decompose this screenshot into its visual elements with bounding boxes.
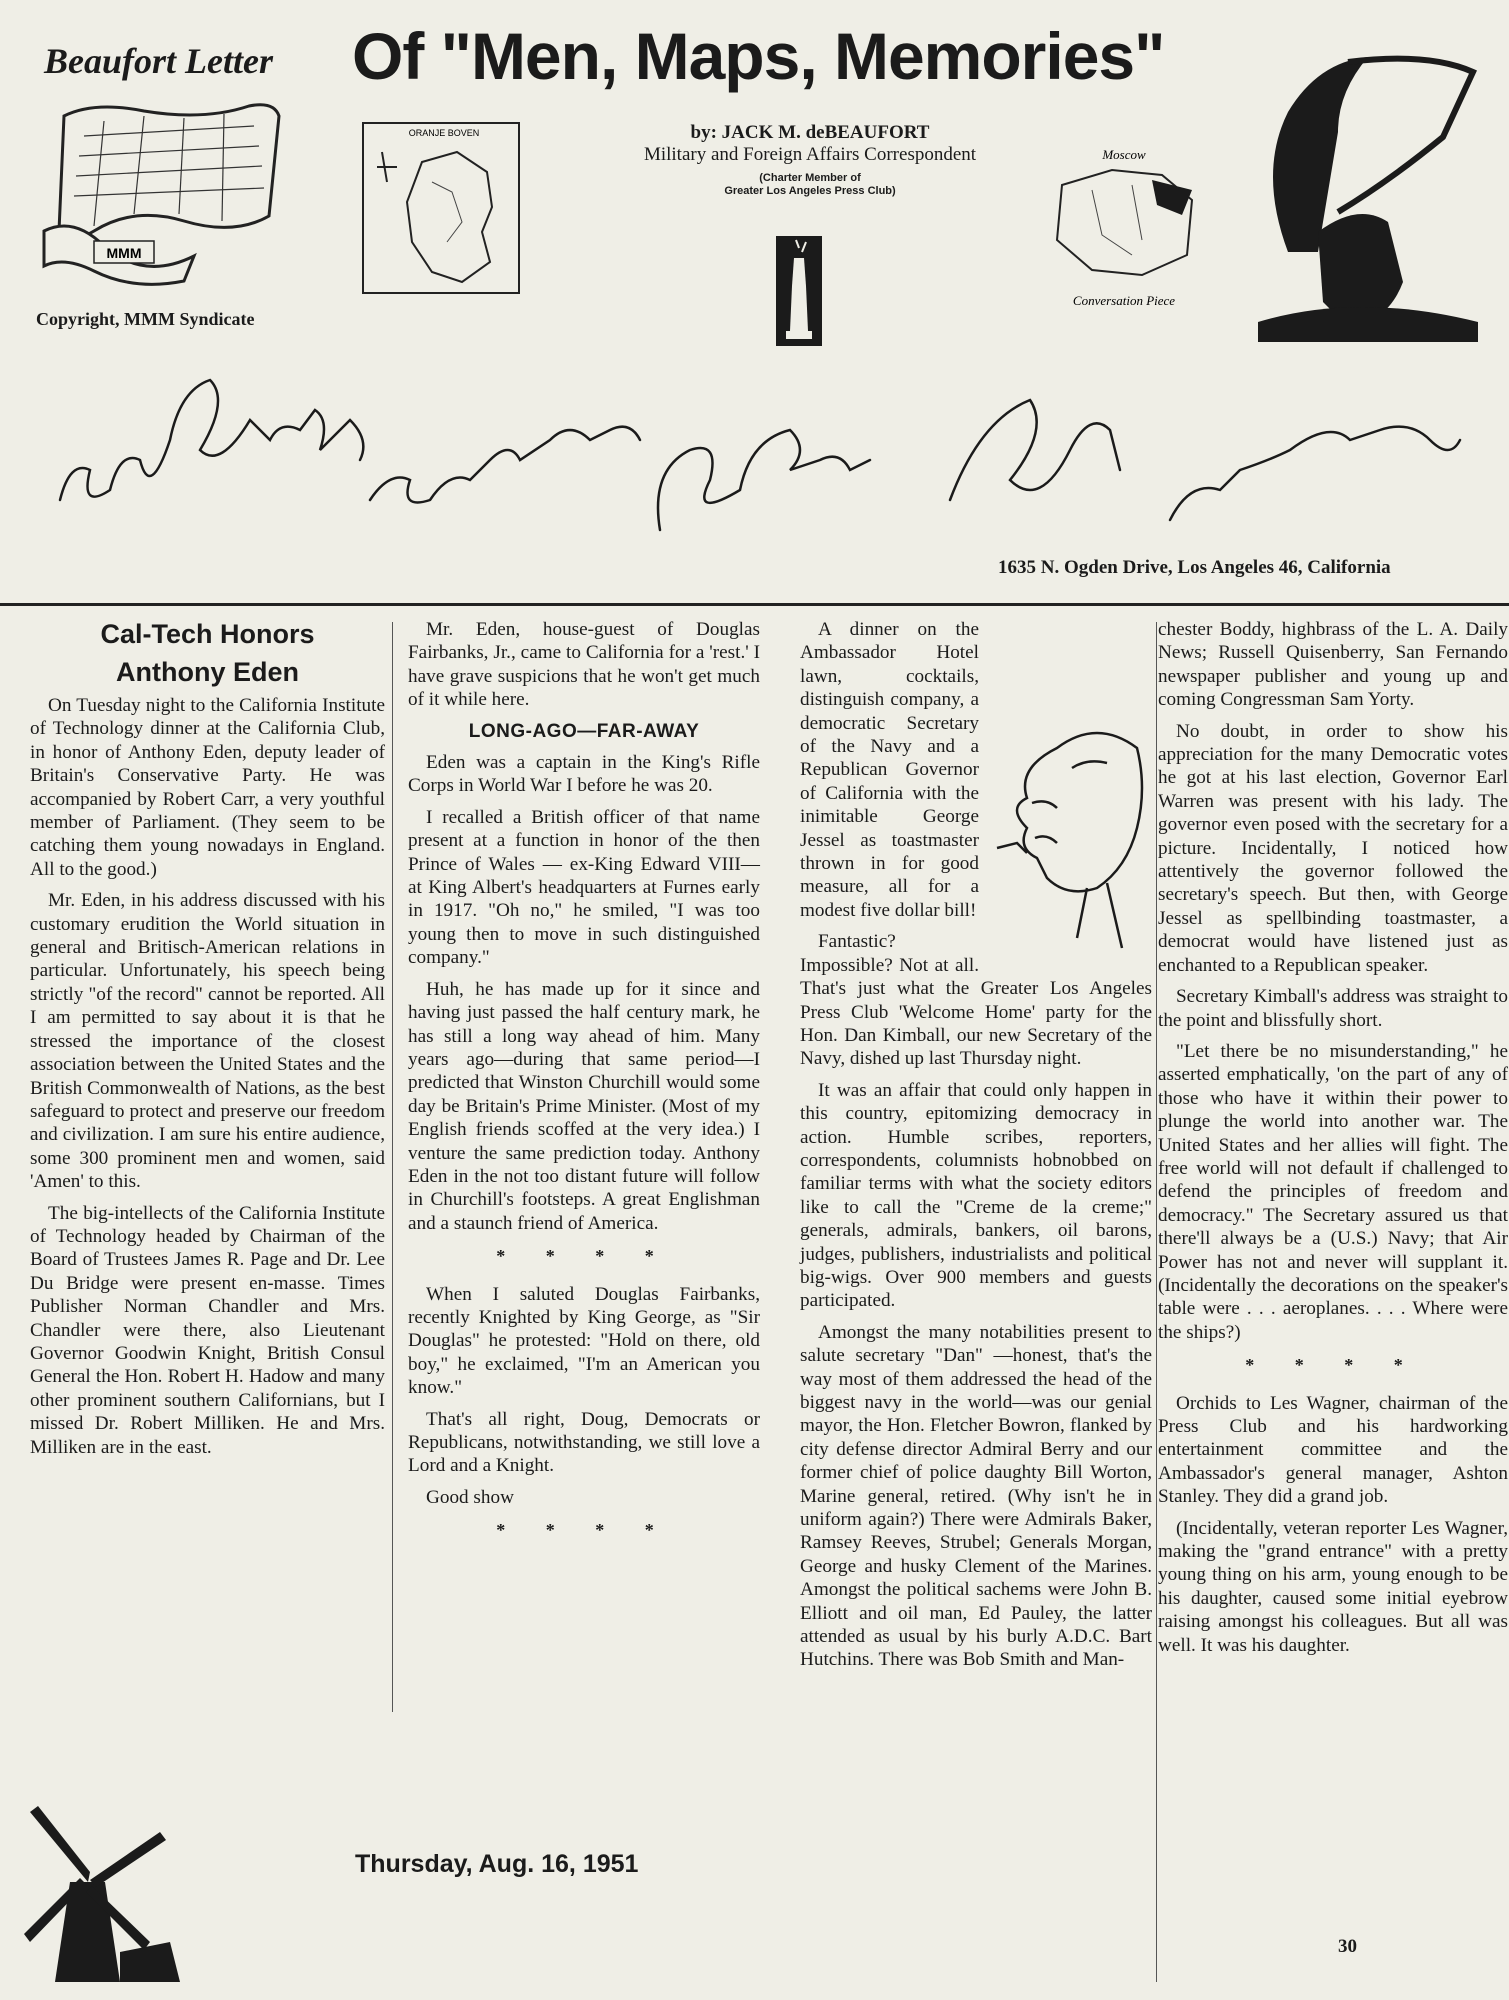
col3-paragraph-4: Amongst the many notabilities present to salute secretary "Dan" —honest, that's the way most of them addressed the head of the biggest navy in the world—was our genial mayor, the Hon. Fletcher Bowron, flanked by city defense director Admiral Berry and our former chief of police daughty Bill Worton, Marine general, retired. (Why isn't he in uniform again?) There were Admirals Baker, Ramsey Reeves, Strubel; Generals Morgan, George and husky Clement of the Marines. Amongst the political sachems were John B. Elliott and oil man, Ed Pauley, the latter attended as usual by his burly A.D.C. Bart Hutchins. There was Bob Smith and Man-	[800, 1321, 1152, 1671]
page-title: Of "Men, Maps, Memories"	[352, 19, 1165, 93]
column-2	[408, 618, 760, 1557]
col2-paragraph-3: I recalled a British officer of that name present at a function in honor of the then Prince of Wales — ex-King Edward VIII— at King Albert's headquarters at Furnes early in 1917. "Oh no," he smiled, "I was too young then to move in such distinguished company."	[408, 806, 760, 969]
section-stars-2: * * * *	[496, 1520, 672, 1541]
col3-paragraph-1: A dinner on the Ambassador Hotel lawn, cocktails, distinguish company, a democratic Secretary of the Navy and a Republican Governor of California with the inimitable George Jessel as toastmaster thrown in for good measure, all for a modest five dollar bill!	[800, 619, 979, 921]
netherlands-map	[362, 122, 520, 294]
section-stars: * * * *	[496, 1246, 672, 1267]
germany-map	[1042, 145, 1206, 315]
col2-paragraph-4: Huh, he has made up for it since and having just passed the half century mark, he has still a long way ahead of him. Many years ago—during that same period—I predicted that Winston Churchill would some day be Britain's Prime Minister. (Most of my English friends scoffed at the very idea.) I venture the same prediction today. Anthony Eden in the not too distant future will follow in Churchill's footsteps. A great Englishman and a staunch friend of America.	[408, 978, 760, 1234]
page-number: 30	[1338, 1936, 1357, 1957]
column-divider-1	[392, 622, 393, 1712]
charter-line-2: Greater Los Angeles Press Club)	[724, 185, 896, 197]
quill-hand-icon	[1228, 52, 1488, 342]
col4-paragraph-4: "Let there be no misunderstanding," he asserted emphatically, 'on the part of any of those who have it within their power to plunge the world into another war. The United States and her allies will fight. The free world will not default if challenged to defend the principles of freedom and democracy." The Secretary assured us that there'll always be a (U.S.) Navy; that Air Power has not and never will supplant it. (Incidentally the decorations on the speaker's table were . . . aeroplanes. . . . Where were the ships?)	[1158, 1040, 1508, 1343]
col4-paragraph-6: (Incidentally, veteran reporter Les Wagner, making the "grand entrance" with a pretty young thing on his arm, young enough to be his daughter, caused some initial eyebrow raising amongst his colleagues. But all was well. It was his daughter.	[1158, 1517, 1508, 1656]
col2-paragraph-5: When I saluted Douglas Fairbanks, recently Knighted by King George, as "Sir Douglas" he protested: "Hold on there, old boy," he exclaimed, "I'm an American you know."	[408, 1283, 760, 1399]
byline-block	[560, 122, 1060, 198]
address: 1635 N. Ogden Drive, Los Angeles 46, California	[998, 557, 1391, 578]
statue-of-liberty-icon	[776, 236, 822, 346]
header-rule	[0, 603, 1509, 606]
article-headline-line-2: Anthony Eden	[116, 657, 299, 687]
column-4	[1158, 618, 1508, 1665]
column-divider-3	[1156, 622, 1157, 1982]
col2-subhead: LONG-AGO—FAR-AWAY	[468, 720, 700, 742]
column-1	[30, 618, 385, 1467]
scroll-label: MMM	[106, 245, 142, 261]
scroll-illustration	[34, 96, 294, 286]
signatures	[50, 360, 1470, 550]
windmill-icon	[10, 1792, 190, 1992]
col4-paragraph-5: Orchids to Les Wagner, chairman of the Press Club and his hardworking entertainment committee and the Ambassador's general manager, Ashton Stanley. They did a grand job.	[1158, 1392, 1508, 1508]
col3-paragraph-3: It was an affair that could only happen in this country, epitomizing democracy in action. Humble scribes, reporters, correspondents, columnists hobnobbed on familiar terms with what the society editors like to call the "Creme de la creme;" generals, admirals, bankers, oil barons, judges, publishers, industrialists and political big-wigs. Over 900 members and guests participated.	[800, 1079, 1152, 1312]
moscow-label: Moscow	[1102, 147, 1146, 162]
col2-paragraph-6: That's all right, Doug, Democrats or Republicans, notwithstanding, we still love a Lord and a Knight.	[408, 1408, 760, 1477]
col1-paragraph-1: On Tuesday night to the California Institute of Technology dinner at the California Club, in honor of Anthony Eden, deputy leader of Britain's Conservative Party. He was accompanied by Robert Carr, a very youthful member of Parliament. (They seem to be catching them young nowadays in England. All to the good.)	[30, 695, 385, 880]
byline: by: JACK M. deBEAUFORT	[690, 122, 930, 143]
byline-role: Military and Foreign Affairs Correspondent	[643, 144, 977, 165]
col2-paragraph-2: Eden was a captain in the King's Rifle Corps in World War I before he was 20.	[408, 752, 760, 797]
col4-paragraph-3: Secretary Kimball's address was straight to the point and blissfully short.	[1158, 986, 1508, 1031]
charter-line-1: (Charter Member of	[759, 172, 861, 184]
col4-paragraph-2: No doubt, in order to show his appreciation for the many Democratic votes he got at his last election, Governor Earl Warren was present with his lady. The governor even posed with the secretary for a picture. Incidentally, I noticed how attentively the governor followed the secretary's speech. But then, with George Jessel as spellbinding toastmaster, a democrat would have listened just as enchanted to a Republican speaker.	[1158, 720, 1508, 976]
george-jessel-caricature	[987, 708, 1152, 958]
col1-paragraph-2: Mr. Eden, in his address discussed with his customary erudition the World situation in general and Britisch-American relations in particular. Unfortunately, his speech being strictly "of the record" cannot be reported. All I am permitted to say about it is that he stressed the importance of the closest association between the United States and the British Commonwealth of Nations, as the best safeguard to protect and preserve our freedom and civilization. I am sure his entire audience, some 300 prominent men and women, said 'Amen' to this.	[30, 890, 385, 1193]
col2-paragraph-7: Good show	[426, 1486, 514, 1508]
column-3	[800, 618, 1152, 1680]
section-stars-col4: * * * *	[1245, 1355, 1421, 1376]
col1-paragraph-3: The big-intellects of the California Institute of Technology headed by Chairman of the Board of Trustees James R. Page and Dr. Lee Du Bridge were present en-masse. Times Publisher Norman Chandler and Mrs. Chandler were there, also Lieutenant Governor Goodwin Knight, British Consul General the Hon. Robert H. Hadow and many other prominent southern Californians, but I missed Dr. Robert Milliken. He and Mrs. Milliken are in the east.	[30, 1202, 385, 1458]
map-label: ORANJE BOVEN	[408, 128, 480, 138]
article-headline-line-1: Cal-Tech Honors	[100, 619, 315, 649]
conversation-label: Conversation Piece	[1072, 293, 1176, 308]
issue-date: Thursday, Aug. 16, 1951	[355, 1850, 639, 1878]
col2-paragraph-1: Mr. Eden, house-guest of Douglas Fairbanks, Jr., came to California for a 'rest.' I have grave suspicions that he won't get much of it while here.	[408, 619, 760, 711]
copyright: Copyright, MMM Syndicate	[36, 309, 255, 329]
col3-paragraph-2: Fantastic? Impossible? Not at all. That's just what the Greater Los Angeles Press Club 'Welcome Home' party for the Hon. Dan Kimball, our new Secretary of the Navy, dished up last Thursday night.	[800, 931, 1152, 1070]
column-name: Beaufort Letter	[44, 41, 273, 81]
col4-paragraph-1: chester Boddy, highbrass of the L. A. Daily News; Russell Quisenberry, San Fernando newspaper publisher and young up and coming Congressman Sam Yorty.	[1158, 619, 1508, 711]
